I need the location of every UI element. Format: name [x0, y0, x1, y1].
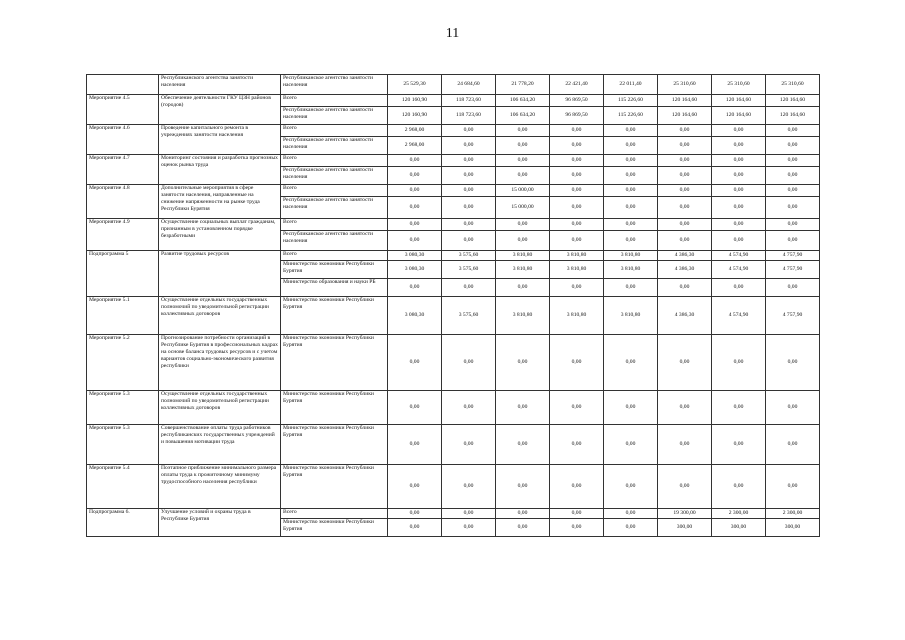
amount-cell: 3 080,30 [388, 261, 442, 279]
amount-cell: 0,00 [496, 425, 550, 465]
amount-cell: 0,00 [550, 197, 604, 219]
amount-cell: 3 575,60 [442, 261, 496, 279]
item-code-cell: Мероприятие 4.8 [87, 185, 159, 219]
amount-cell: 3 080,30 [388, 297, 442, 335]
amount-cell: 0,00 [712, 219, 766, 231]
amount-cell: 120 164,60 [658, 95, 712, 107]
amount-cell: 22 421,40 [550, 75, 604, 95]
amount-cell: 0,00 [712, 231, 766, 251]
amount-cell: 0,00 [388, 279, 442, 297]
amount-cell: 0,00 [388, 391, 442, 425]
amount-cell: 3 810,80 [496, 297, 550, 335]
amount-cell: 0,00 [496, 155, 550, 167]
item-code-cell: Мероприятие 4.6 [87, 125, 159, 155]
amount-cell: 0,00 [604, 519, 658, 537]
amount-cell: 0,00 [658, 231, 712, 251]
amount-cell: 0,00 [604, 509, 658, 519]
amount-cell: 0,00 [442, 391, 496, 425]
item-code-cell: Мероприятие 4.5 [87, 95, 159, 125]
amount-cell: 0,00 [496, 231, 550, 251]
funding-source-cell: Республиканское агентство занятости населения [281, 231, 388, 251]
amount-cell: 0,00 [604, 167, 658, 185]
amount-cell: 0,00 [604, 465, 658, 509]
amount-cell: 0,00 [658, 125, 712, 137]
amount-cell: 0,00 [658, 197, 712, 219]
amount-cell: 19 300,00 [658, 509, 712, 519]
amount-cell: 0,00 [550, 231, 604, 251]
amount-cell: 106 634,20 [496, 95, 550, 107]
amount-cell: 0,00 [550, 425, 604, 465]
amount-cell: 0,00 [550, 465, 604, 509]
funding-source-cell: Министерство экономики Республики Бурятия [281, 297, 388, 335]
item-code-cell: Мероприятие 5.3 [87, 391, 159, 425]
amount-cell: 25 310,60 [658, 75, 712, 95]
item-name-cell: Осуществление отдельных государственных полномочий по уведомительной регистрации коллективных договоров [159, 391, 281, 425]
amount-cell: 4 386,30 [658, 261, 712, 279]
amount-cell: 0,00 [442, 335, 496, 391]
item-code-cell: Мероприятие 5.4 [87, 465, 159, 509]
amount-cell: 0,00 [658, 425, 712, 465]
funding-source-cell: Республиканское агентство занятости населения [281, 75, 388, 95]
amount-cell: 0,00 [658, 335, 712, 391]
amount-cell: 0,00 [442, 185, 496, 197]
amount-cell: 0,00 [388, 425, 442, 465]
amount-cell: 0,00 [658, 219, 712, 231]
amount-cell: 120 160,90 [388, 95, 442, 107]
amount-cell: 0,00 [550, 185, 604, 197]
amount-cell: 0,00 [604, 231, 658, 251]
table-row [87, 185, 820, 197]
amount-cell: 118 723,60 [442, 95, 496, 107]
funding-source-cell: Министерство образования и науки РБ [281, 279, 388, 297]
amount-cell: 2 968,00 [388, 137, 442, 155]
amount-cell: 0,00 [550, 391, 604, 425]
amount-cell: 0,00 [388, 231, 442, 251]
amount-cell: 0,00 [766, 279, 820, 297]
amount-cell: 4 757,90 [766, 251, 820, 261]
amount-cell: 0,00 [496, 279, 550, 297]
amount-cell: 3 810,80 [604, 251, 658, 261]
amount-cell: 96 869,50 [550, 107, 604, 125]
amount-cell: 0,00 [712, 391, 766, 425]
amount-cell: 0,00 [550, 219, 604, 231]
table-row [87, 155, 820, 167]
amount-cell: 0,00 [766, 231, 820, 251]
amount-cell: 4 574,90 [712, 297, 766, 335]
amount-cell: 3 810,80 [496, 261, 550, 279]
amount-cell: 0,00 [550, 137, 604, 155]
item-code-cell: Подпрограмма 5 [87, 251, 159, 297]
amount-cell: 0,00 [496, 509, 550, 519]
amount-cell: 21 778,20 [496, 75, 550, 95]
amount-cell: 0,00 [496, 465, 550, 509]
amount-cell: 0,00 [712, 137, 766, 155]
amount-cell: 0,00 [658, 185, 712, 197]
table-row [87, 297, 820, 335]
amount-cell: 0,00 [496, 391, 550, 425]
item-code-cell: Мероприятие 5.3 [87, 425, 159, 465]
amount-cell: 0,00 [766, 155, 820, 167]
table-row [87, 335, 820, 391]
funding-source-cell: Министерство экономики Республики Бурятия [281, 425, 388, 465]
amount-cell: 0,00 [442, 279, 496, 297]
funding-source-cell: Министерство экономики Республики Бурятия [281, 391, 388, 425]
amount-cell: 120 164,60 [658, 107, 712, 125]
item-name-cell: Мониторинг состояния и разработка прогнозных оценок рынка труда [159, 155, 281, 185]
amount-cell: 0,00 [766, 391, 820, 425]
amount-cell: 0,00 [766, 465, 820, 509]
amount-cell: 0,00 [604, 425, 658, 465]
amount-cell: 120 164,60 [766, 95, 820, 107]
amount-cell: 3 810,80 [604, 297, 658, 335]
amount-cell: 0,00 [388, 167, 442, 185]
amount-cell: 0,00 [604, 197, 658, 219]
funding-source-cell: Республиканское агентство занятости населения [281, 167, 388, 185]
amount-cell: 0,00 [388, 185, 442, 197]
amount-cell: 0,00 [604, 185, 658, 197]
amount-cell: 0,00 [496, 167, 550, 185]
amount-cell: 118 723,60 [442, 107, 496, 125]
item-name-cell: Проведение капитального ремонта в учреждениях занятости населения [159, 125, 281, 155]
amount-cell: 3 575,60 [442, 297, 496, 335]
amount-cell: 120 164,60 [712, 95, 766, 107]
amount-cell: 0,00 [658, 167, 712, 185]
amount-cell: 0,00 [604, 219, 658, 231]
amount-cell: 0,00 [766, 197, 820, 219]
funding-source-cell: Республиканское агентство занятости населения [281, 197, 388, 219]
amount-cell: 0,00 [442, 155, 496, 167]
amount-cell: 0,00 [496, 519, 550, 537]
amount-cell: 0,00 [550, 519, 604, 537]
amount-cell: 0,00 [712, 425, 766, 465]
amount-cell: 3 810,80 [496, 251, 550, 261]
amount-cell: 0,00 [550, 167, 604, 185]
item-name-cell: Развитие трудовых ресурсов [159, 251, 281, 297]
amount-cell: 24 684,60 [442, 75, 496, 95]
amount-cell: 0,00 [604, 125, 658, 137]
item-name-cell: Совершенствование оплаты труда работников республиканских государственных учреждений и повышения мотивации труда [159, 425, 281, 465]
amount-cell: 0,00 [658, 465, 712, 509]
table-row [87, 391, 820, 425]
item-code-cell: Подпрограмма 6. [87, 509, 159, 537]
amount-cell: 0,00 [442, 465, 496, 509]
amount-cell: 0,00 [712, 197, 766, 219]
amount-cell: 4 574,90 [712, 261, 766, 279]
amount-cell: 0,00 [442, 125, 496, 137]
table-row [87, 465, 820, 509]
item-name-cell: Обеспечение деятельности ГКУ ЦЗН районов (городов) [159, 95, 281, 125]
amount-cell: 0,00 [604, 391, 658, 425]
funding-source-cell: Всего [281, 185, 388, 197]
table-row [87, 75, 820, 95]
table-row [87, 509, 820, 519]
amount-cell: 2 300,00 [766, 509, 820, 519]
amount-cell: 0,00 [388, 219, 442, 231]
item-code-cell: Мероприятие 5.1 [87, 297, 159, 335]
amount-cell: 106 634,20 [496, 107, 550, 125]
amount-cell: 0,00 [604, 137, 658, 155]
item-code-cell: Мероприятие 4.9 [87, 219, 159, 251]
funding-source-cell: Министерство экономики Республики Бурятия [281, 335, 388, 391]
amount-cell: 0,00 [712, 335, 766, 391]
amount-cell: 0,00 [442, 519, 496, 537]
amount-cell: 2 968,00 [388, 125, 442, 137]
table-row [87, 251, 820, 261]
item-name-cell: Поэтапное приближение минимального размера оплаты труда к прожиточному минимуму трудоспособного населения республики [159, 465, 281, 509]
funding-source-cell: Министерство экономики Республики Бурятия [281, 261, 388, 279]
amount-cell: 0,00 [766, 137, 820, 155]
amount-cell: 0,00 [766, 335, 820, 391]
amount-cell: 4 386,30 [658, 297, 712, 335]
amount-cell: 300,00 [712, 519, 766, 537]
table-row [87, 125, 820, 137]
item-name-cell: Осуществление отдельных государственных полномочий по уведомительной регистрации коллективных договоров [159, 297, 281, 335]
amount-cell: 120 164,60 [766, 107, 820, 125]
item-code-cell [87, 75, 159, 95]
amount-cell: 3 575,60 [442, 251, 496, 261]
amount-cell: 2 300,00 [712, 509, 766, 519]
amount-cell: 0,00 [442, 197, 496, 219]
amount-cell: 0,00 [658, 391, 712, 425]
amount-cell: 3 810,80 [604, 261, 658, 279]
funding-source-cell: Всего [281, 219, 388, 231]
amount-cell: 0,00 [442, 219, 496, 231]
amount-cell: 0,00 [604, 279, 658, 297]
funding-source-cell: Всего [281, 509, 388, 519]
amount-cell: 300,00 [658, 519, 712, 537]
funding-source-cell: Министерство экономики Республики Бурятия [281, 519, 388, 537]
amount-cell: 0,00 [712, 167, 766, 185]
item-name-cell: Улучшение условий и охраны труда в Республике Бурятия [159, 509, 281, 537]
amount-cell: 0,00 [766, 167, 820, 185]
amount-cell: 0,00 [496, 219, 550, 231]
amount-cell: 0,00 [766, 125, 820, 137]
funding-source-cell: Всего [281, 95, 388, 107]
amount-cell: 0,00 [550, 155, 604, 167]
amount-cell: 0,00 [766, 219, 820, 231]
amount-cell: 0,00 [550, 125, 604, 137]
amount-cell: 0,00 [442, 509, 496, 519]
budget-table [86, 74, 820, 537]
amount-cell: 0,00 [712, 155, 766, 167]
amount-cell: 0,00 [496, 335, 550, 391]
funding-source-cell: Республиканское агентство занятости населения [281, 107, 388, 125]
amount-cell: 0,00 [766, 425, 820, 465]
amount-cell: 25 529,30 [388, 75, 442, 95]
item-name-cell: Осуществление социальных выплат гражданам, признанным в установленном порядке безработными [159, 219, 281, 251]
amount-cell: 3 810,80 [550, 251, 604, 261]
item-code-cell: Мероприятие 4.7 [87, 155, 159, 185]
amount-cell: 0,00 [712, 185, 766, 197]
amount-cell: 4 386,30 [658, 251, 712, 261]
funding-source-cell: Министерство экономики Республики Бурятия [281, 465, 388, 509]
table-row [87, 95, 820, 107]
amount-cell: 115 226,60 [604, 107, 658, 125]
amount-cell: 0,00 [658, 137, 712, 155]
amount-cell: 0,00 [712, 125, 766, 137]
amount-cell: 0,00 [550, 279, 604, 297]
amount-cell: 3 080,30 [388, 251, 442, 261]
amount-cell: 4 757,90 [766, 261, 820, 279]
page-number: 11 [445, 26, 460, 41]
amount-cell: 96 869,50 [550, 95, 604, 107]
amount-cell: 3 810,80 [550, 261, 604, 279]
amount-cell: 0,00 [550, 335, 604, 391]
amount-cell: 25 310,60 [766, 75, 820, 95]
amount-cell: 0,00 [604, 335, 658, 391]
funding-source-cell: Всего [281, 251, 388, 261]
item-code-cell: Мероприятие 5.2 [87, 335, 159, 391]
amount-cell: 115 226,60 [604, 95, 658, 107]
funding-source-cell: Республиканское агентство занятости населения [281, 137, 388, 155]
amount-cell: 0,00 [388, 197, 442, 219]
amount-cell: 0,00 [388, 519, 442, 537]
funding-source-cell: Всего [281, 155, 388, 167]
table-row [87, 425, 820, 465]
amount-cell: 120 160,90 [388, 107, 442, 125]
amount-cell: 0,00 [388, 509, 442, 519]
amount-cell: 0,00 [442, 137, 496, 155]
amount-cell: 0,00 [388, 335, 442, 391]
amount-cell: 0,00 [388, 465, 442, 509]
item-name-cell: Прогнозирование потребности организаций в Республике Бурятия в профессиональных кадрах на основе баланса трудовых ресурсов и с учетом вариантов социально-экономического развития республики [159, 335, 281, 391]
amount-cell: 0,00 [388, 155, 442, 167]
amount-cell: 4 757,90 [766, 297, 820, 335]
amount-cell: 0,00 [496, 137, 550, 155]
amount-cell: 15 000,00 [496, 197, 550, 219]
amount-cell: 0,00 [658, 279, 712, 297]
amount-cell: 4 574,90 [712, 251, 766, 261]
amount-cell: 0,00 [442, 425, 496, 465]
amount-cell: 0,00 [550, 509, 604, 519]
amount-cell: 0,00 [658, 155, 712, 167]
amount-cell: 0,00 [442, 231, 496, 251]
amount-cell: 120 164,60 [712, 107, 766, 125]
amount-cell: 15 000,00 [496, 185, 550, 197]
amount-cell: 25 310,60 [712, 75, 766, 95]
table-row [87, 219, 820, 231]
amount-cell: 0,00 [766, 185, 820, 197]
item-name-cell: Республиканского агентства занятости населения [159, 75, 281, 95]
item-name-cell: Дополнительные мероприятия в сфере занятости населения, направленные на снижение напряженности на рынке труда Республики Бурятия [159, 185, 281, 219]
amount-cell: 3 810,80 [550, 297, 604, 335]
funding-source-cell: Всего [281, 125, 388, 137]
amount-cell: 0,00 [712, 465, 766, 509]
amount-cell: 0,00 [496, 125, 550, 137]
amount-cell: 0,00 [604, 155, 658, 167]
amount-cell: 0,00 [712, 279, 766, 297]
amount-cell: 0,00 [442, 167, 496, 185]
amount-cell: 300,00 [766, 519, 820, 537]
amount-cell: 22 011,40 [604, 75, 658, 95]
